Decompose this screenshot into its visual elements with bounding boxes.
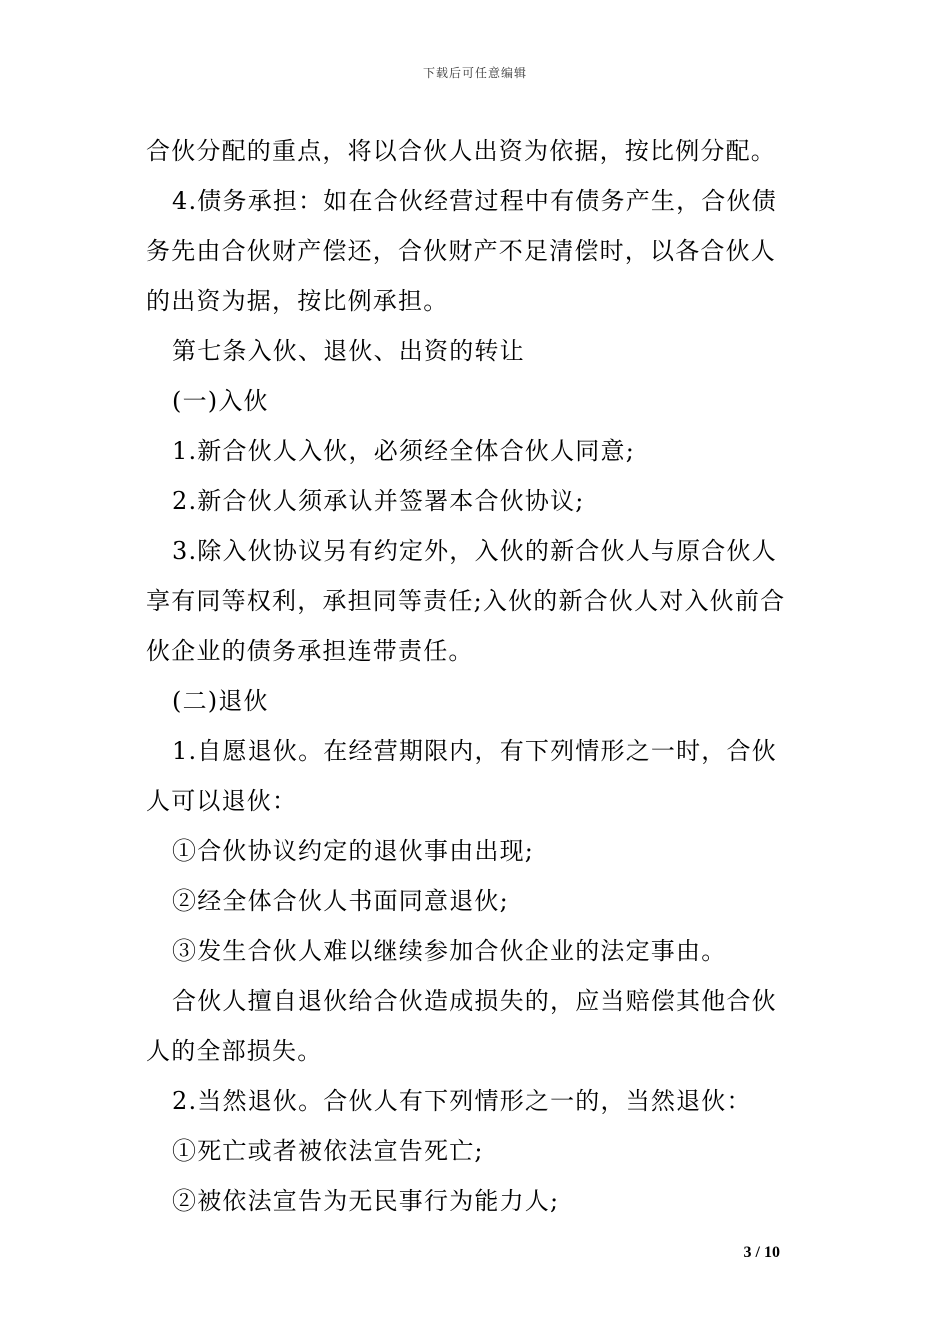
text-line: 人的全部损失。 <box>146 1037 323 1065</box>
text-line: 合伙人擅自退伙给合伙造成损失的，应当赔偿其他合伙 <box>172 987 777 1015</box>
list-item: ①死亡或者被依法宣告死亡; <box>172 1137 484 1165</box>
text-line: 4.债务承担：如在合伙经营过程中有债务产生，合伙债 <box>172 187 777 215</box>
text-line: 人可以退伙： <box>146 787 298 815</box>
text-line: 伙企业的债务承担连带责任。 <box>146 637 474 665</box>
page-number: 3 / 10 <box>743 1244 780 1261</box>
list-item: ②被依法宣告为无民事行为能力人; <box>172 1187 560 1215</box>
text-line: 的出资为据，按比例承担。 <box>146 287 449 315</box>
subsection-heading: (一)入伙 <box>172 387 269 415</box>
text-line: 务先由合伙财产偿还，合伙财产不足清偿时，以各合伙人 <box>146 237 776 265</box>
document-body <box>146 126 806 1226</box>
text-line: 1.新合伙人入伙，必须经全体合伙人同意; <box>172 437 635 465</box>
section-heading: 第七条入伙、退伙、出资的转让 <box>172 337 525 365</box>
text-line: 3.除入伙协议另有约定外，入伙的新合伙人与原合伙人 <box>172 537 777 565</box>
text-line: 2.当然退伙。合伙人有下列情形之一的，当然退伙： <box>172 1087 752 1115</box>
page-header: 下载后可任意编辑 <box>422 66 527 80</box>
text-line: 享有同等权利，承担同等责任;入伙的新合伙人对入伙前合 <box>146 587 786 615</box>
list-item: ①合伙协议约定的退伙事由出现; <box>172 837 535 865</box>
list-item: ②经全体合伙人书面同意退伙; <box>172 887 509 915</box>
text-line: 合伙分配的重点，将以合伙人出资为依据，按比例分配。 <box>146 137 776 165</box>
text-line: 1.自愿退伙。在经营期限内，有下列情形之一时，合伙 <box>172 737 777 765</box>
subsection-heading: (二)退伙 <box>172 687 269 715</box>
text-line: 2.新合伙人须承认并签署本合伙协议; <box>172 487 585 515</box>
list-item: ③发生合伙人难以继续参加合伙企业的法定事由。 <box>172 937 727 965</box>
